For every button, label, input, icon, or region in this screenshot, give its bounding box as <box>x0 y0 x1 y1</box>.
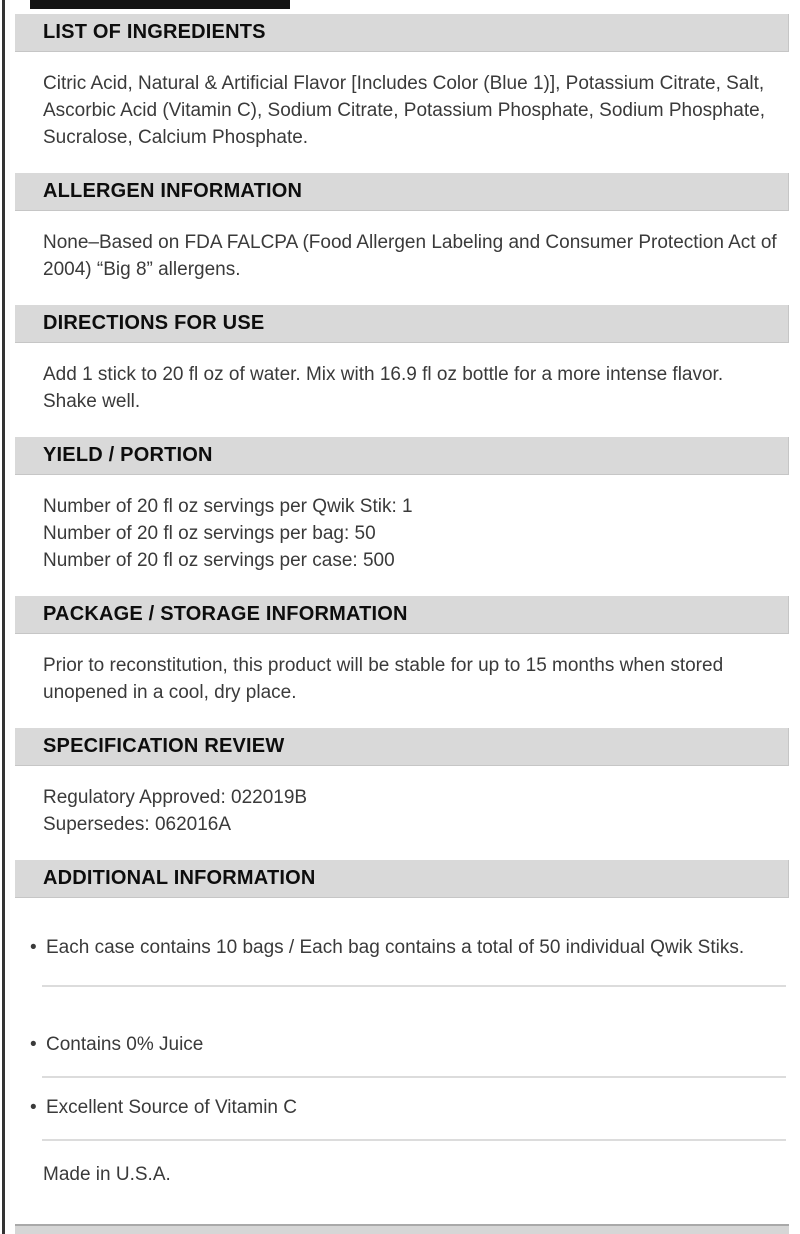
section-title-yield-portion: YIELD / PORTION <box>43 444 213 466</box>
section-title-spec-review: SPECIFICATION REVIEW <box>43 735 285 757</box>
section-package-storage <box>0 596 800 706</box>
section-directions <box>0 305 800 415</box>
section-header-spec-review <box>15 728 789 766</box>
section-header-allergen <box>15 173 789 211</box>
section-header-yield-portion <box>15 437 789 475</box>
section-allergen <box>0 173 800 283</box>
divider <box>42 1139 786 1141</box>
bullet-text-case-contents: Each case contains 10 bags / Each bag contains a total of 50 individual Qwik Stiks. <box>46 937 745 958</box>
additional-bullet-juice <box>30 1031 770 1058</box>
ingredients-text: Citric Acid, Natural & Artificial Flavor [Includes Color (Blue 1)], Potassium Citrate, Salt, Ascorbic Acid (Vitamin C), Sodium Citrate, Potassium Phosphate, Sodium Phosphate, Sucralose, Calcium Phosphate. <box>43 73 765 148</box>
section-title-package-storage: PACKAGE / STORAGE INFORMATION <box>43 603 408 625</box>
section-header-ingredients <box>15 14 789 52</box>
directions-text: Add 1 stick to 20 fl oz of water. Mix with 16.9 fl oz bottle for a more intense flavor. Shake well. <box>43 364 724 412</box>
section-title-directions: DIRECTIONS FOR USE <box>43 312 265 334</box>
package-storage-text: Prior to reconstitution, this product will be stable for up to 15 months when stored unopened in a cool, dry place. <box>43 655 724 703</box>
section-header-package-storage <box>15 596 789 634</box>
spec-review-lines <box>43 784 778 838</box>
section-title-additional: ADDITIONAL INFORMATION <box>43 867 316 889</box>
made-in-usa-note: Made in U.S.A. <box>43 1164 171 1185</box>
additional-bullet-case-contents <box>30 934 770 961</box>
section-header-directions <box>15 305 789 343</box>
allergen-text: None–Based on FDA FALCPA (Food Allergen Labeling and Consumer Protection Act of 2004) “Big 8” allergens. <box>43 232 777 280</box>
supersedes-line: Supersedes: 062016A <box>43 814 232 835</box>
section-spec-review <box>0 728 800 838</box>
section-yield-portion <box>0 437 800 574</box>
additional-bullet-vitamin-c <box>30 1094 770 1121</box>
section-title-ingredients: LIST OF INGREDIENTS <box>43 21 266 43</box>
section-additional <box>0 860 800 1188</box>
bullet-icon: • <box>30 1034 37 1055</box>
bottom-cutoff-bar <box>15 1224 789 1234</box>
bullet-icon: • <box>30 937 37 958</box>
section-title-allergen: ALLERGEN INFORMATION <box>43 180 303 202</box>
section-header-additional <box>15 860 789 898</box>
section-ingredients <box>0 14 800 151</box>
divider <box>42 985 786 987</box>
regulatory-approved-line: Regulatory Approved: 022019B <box>43 787 308 808</box>
bullet-icon: • <box>30 1097 37 1118</box>
yield-servings-per-case: Number of 20 fl oz servings per case: 500 <box>43 550 395 571</box>
yield-servings-per-stik: Number of 20 fl oz servings per Qwik Stik: 1 <box>43 496 413 517</box>
yield-servings-per-bag: Number of 20 fl oz servings per bag: 50 <box>43 523 376 544</box>
yield-portion-lines <box>43 493 778 574</box>
bullet-text-vitamin-c: Excellent Source of Vitamin C <box>46 1097 297 1118</box>
bullet-text-juice: Contains 0% Juice <box>46 1034 204 1055</box>
divider <box>42 1076 786 1078</box>
